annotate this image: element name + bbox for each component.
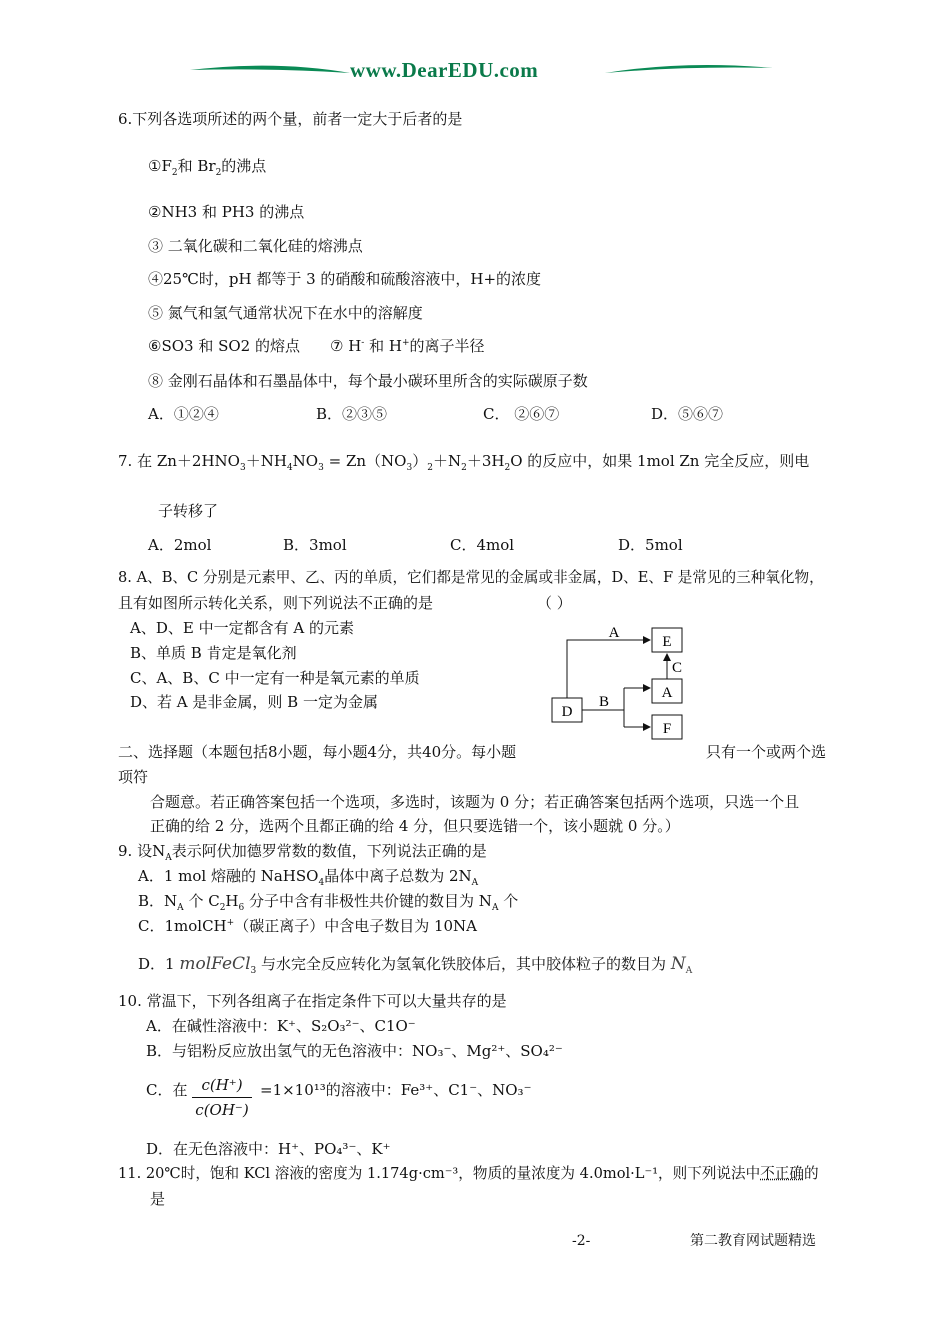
q8-option-a[interactable]: A、D、E 中一定都含有 A 的元素 — [130, 619, 354, 637]
q6-option-a[interactable]: A．①②④ — [148, 405, 219, 423]
section2-line1-left: 二、选择题（本题包括8小题，每小题4分，共40分。每小题 — [118, 743, 517, 761]
q6-stem: 6.下列各选项所述的两个量，前者一定大于后者的是 — [118, 110, 463, 128]
q6-item-8: ⑧ 金刚石晶体和石墨晶体中，每个最小碳环里所含的实际碳原子数 — [148, 372, 588, 390]
site-logo[interactable]: www.DearEDU.com — [350, 58, 539, 82]
q10-option-a[interactable]: A．在碱性溶液中：K⁺、S₂O₃²⁻、C1O⁻ — [146, 1017, 416, 1035]
q7-option-c[interactable]: C．4mol — [450, 536, 515, 554]
q6-item-6: ⑥SO3 和 SO2 的熔点 — [148, 337, 300, 355]
arrow-label-b: B — [598, 694, 610, 710]
q8-answer-paren: （ ） — [537, 594, 572, 612]
q6-item-3: ③ 二氧化碳和二氧化硅的熔沸点 — [148, 237, 363, 255]
q7-option-d[interactable]: D．5mol — [618, 536, 683, 554]
q6-option-c[interactable]: C． ②⑥⑦ — [483, 405, 560, 423]
footer-source: 第二教育网试题精选 — [690, 1233, 816, 1249]
q9-stem: 9. 设$N_A$表示阿伏加德罗常数的数值，下列说法正确的是 — [118, 842, 487, 863]
q11-stem-line1: 11. 20℃时，饱和 KCl 溶液的密度为 1.174g·cm⁻³，物质的量浓度为 4.0mol·L⁻¹，则下列说法中不正确的 — [118, 1165, 819, 1182]
q9-option-a[interactable]: A．1 mol 熔融的 NaHSO$_4$晶体中离子总数为 $2N_A$ — [138, 867, 479, 888]
q8-option-b[interactable]: B、单质 B 肯定是氧化剂 — [130, 644, 297, 662]
q9-option-d[interactable]: D．1 molFeCl$_3$ 与水完全反应转化为氢氧化铁胶体后，其中胶体粒子的数目为 $N_A$ — [138, 954, 693, 976]
q11-stem-line2: 是 — [150, 1190, 166, 1208]
q10-stem: 10. 常温下，下列各组离子在指定条件下可以大量共存的是 — [118, 992, 507, 1010]
q9-option-b[interactable]: B．$N_A$ 个 $C_2H_6$ 分子中含有非极性共价键的数目为 $N_A$ 个 — [138, 892, 519, 913]
q8-option-c[interactable]: C、A、B、C 中一定有一种是氧元素的单质 — [130, 669, 420, 687]
q6-option-b[interactable]: B．②③⑤ — [316, 405, 388, 423]
arrow-d-to-e — [567, 640, 650, 698]
q7-stem: 7. 在 $Zn+2HNO_3+NH_4NO_3 = Zn(NO_3)_2+N_2+3H_2O$ 的反应中，如果 1mol Zn 完全反应，则电 — [118, 452, 810, 473]
q10-option-d[interactable]: D．在无色溶液中：H⁺、PO₄³⁻、K⁺ — [146, 1140, 391, 1158]
arrow-label-a: A — [608, 625, 620, 641]
section2-line4: 正确的给 2 分，选两个且都正确的给 4 分，但只要选错一个，该小题就 0 分。） — [150, 817, 680, 835]
q10-ratio-fraction — [192, 1076, 252, 1119]
q10-option-b[interactable]: B．与铝粉反应放出氢气的无色溶液中：NO₃⁻、Mg²⁺、SO₄²⁻ — [146, 1042, 563, 1060]
q6-item-1: $①F_2$和 $Br_2$的沸点 — [148, 157, 267, 178]
fraction-numerator: c(H⁺) — [192, 1076, 252, 1098]
q9-option-c[interactable]: C．1molCH+（碳正离子）中含电子数目为 10NA — [138, 917, 478, 935]
q6-item-5: ⑤ 氮气和氢气通常状况下在水中的溶解度 — [148, 304, 423, 322]
q7-option-b[interactable]: B．3mol — [283, 536, 347, 554]
q6-item-2: ②NH3 和 PH3 的沸点 — [148, 203, 305, 221]
q6-item-7: ⑦ H- 和 H+的离子半径 — [330, 337, 485, 355]
label-e: E — [662, 634, 672, 650]
q6-option-d[interactable]: D．⑤⑥⑦ — [651, 405, 724, 423]
q7-stem-continued: 子转移了 — [158, 502, 219, 520]
section2-line2: 项符 — [118, 768, 149, 786]
q8-option-d[interactable]: D、若 A 是非金属，则 B 一定为金属 — [130, 693, 378, 711]
arrow-label-c: C — [671, 660, 683, 676]
section2-line1-right: 只有一个或两个选 — [706, 743, 827, 761]
fraction-denominator: c(OH⁻) — [195, 1101, 249, 1119]
q8-stem-line1: 8. A、B、C 分别是元素甲、乙、丙的单质，它们都是常见的金属或非金属，D、E、F 是常见的三种氧化物， — [118, 569, 824, 586]
q7-option-a[interactable]: A．2mol — [148, 536, 212, 554]
label-d: D — [561, 704, 573, 720]
q8-transformation-diagram — [548, 622, 688, 742]
page-number: -2- — [572, 1233, 591, 1249]
label-f: F — [662, 721, 672, 737]
label-a: A — [661, 685, 673, 701]
section2-line3: 合题意。若正确答案包括一个选项，多选时，该题为 0 分；若正确答案包括两个选项，只选一个且 — [150, 793, 800, 811]
q10-option-c-prefix[interactable]: C．在 — [146, 1081, 188, 1099]
q6-item-4: ④25℃时，pH 都等于 3 的硝酸和硫酸溶液中，H+的浓度 — [148, 270, 542, 288]
q8-stem-line2: 且有如图所示转化关系，则下列说法不正确的是 — [118, 594, 434, 612]
q10-option-c-suffix: =1×10¹³的溶液中：Fe³⁺、C1⁻、NO₃⁻ — [260, 1081, 532, 1099]
